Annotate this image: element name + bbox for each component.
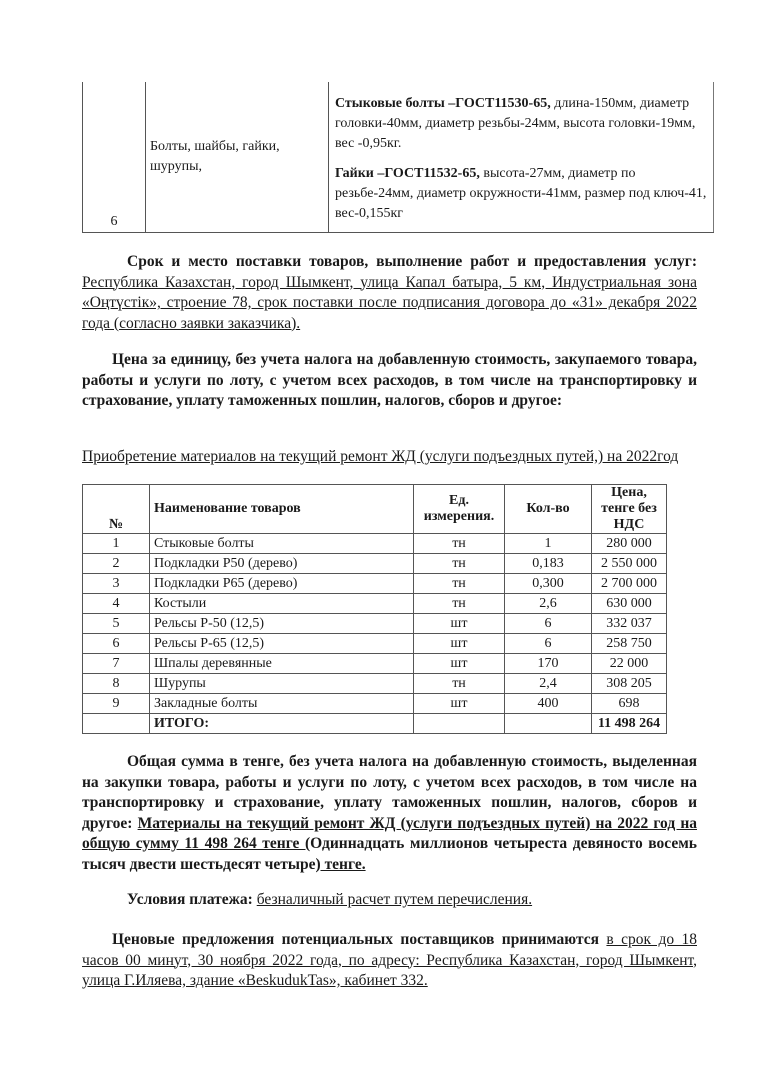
offers-text: в срок до 18 часов 00 минут, 30 ноября 2022 года, по адресу: Республика Казахстан, город Шымкент, улица Г.Иляева, здание «BeskudukTas», кабинет 332.: [82, 931, 697, 989]
row-unit: шт: [414, 654, 505, 674]
payment-label: Условия платежа:: [127, 891, 253, 908]
row-name: Шурупы: [150, 674, 414, 694]
row-price: 332 037: [592, 614, 667, 634]
table-row: [83, 574, 667, 594]
delivery-paragraph: [82, 252, 697, 334]
total-empty-unit: [414, 714, 505, 734]
total-sum-underlined: Материалы на текущий ремонт ЖД (услуги подъездных путей) на 2022 год на общую сумму 11 498 264 тенге (: [82, 814, 697, 852]
row-number: 8: [83, 674, 150, 694]
payment-text: безналичный расчет путем перечисления.: [256, 891, 533, 908]
total-empty-number: [83, 714, 150, 734]
spec-desc-nuts-title: Гайки –ГОСТ11532-65,: [335, 166, 480, 181]
row-number: 9: [83, 694, 150, 714]
row-qty: 6: [505, 634, 592, 654]
row-qty: 0,183: [505, 554, 592, 574]
total-empty-qty: [505, 714, 592, 734]
row-unit: тн: [414, 594, 505, 614]
spec-item-name: Болты, шайбы, гайки, шурупы,: [146, 82, 329, 233]
row-name: Подкладки Р50 (дерево): [150, 554, 414, 574]
row-number: 5: [83, 614, 150, 634]
row-number: 1: [83, 534, 150, 554]
row-price: 698: [592, 694, 667, 714]
table-row: [83, 694, 667, 714]
spec-table: [82, 82, 714, 233]
spec-row-number: 6: [83, 82, 146, 233]
row-qty: 1: [505, 534, 592, 554]
row-price: 22 000: [592, 654, 667, 674]
row-name: Рельсы Р-65 (12,5): [150, 634, 414, 654]
table-caption: Приобретение материалов на текущий ремонт ЖД (услуги подъездных путей,) на 2022год: [82, 448, 679, 465]
row-price: 308 205: [592, 674, 667, 694]
spec-desc-nuts: [335, 164, 707, 224]
row-name: Шпалы деревянные: [150, 654, 414, 674]
row-number: 2: [83, 554, 150, 574]
row-number: 4: [83, 594, 150, 614]
table-row: [83, 614, 667, 634]
total-value: 11 498 264: [592, 714, 667, 734]
row-qty: 6: [505, 614, 592, 634]
row-price: 2 700 000: [592, 574, 667, 594]
price-table-header: [83, 485, 667, 534]
table-row: [83, 654, 667, 674]
row-number: 7: [83, 654, 150, 674]
total-sum-words: Одиннадцать миллионов четыреста девяносто восемь тысяч двести шестьдесят четыре: [82, 835, 698, 873]
spec-desc-bolts-text: длина-150мм, диаметр головки-40мм, диаметр резьбы-24мм, высота головки-19мм, вес -0,95кг.: [335, 96, 696, 151]
total-sum-paragraph: [82, 752, 697, 875]
delivery-text: Республика Казахстан, город Шымкент, улица Капал батыра, 5 км, Индустриальная зона «Оңтүстік», строение 78, срок поставки после подписания договора до «31» декабря 2022 года (согласно заявки заказчика).: [82, 273, 697, 332]
payment-paragraph: [82, 890, 697, 911]
offers-paragraph: [82, 930, 697, 992]
delivery-label: Срок и место поставки товаров, выполнение работ и предоставления услуг:: [127, 253, 697, 270]
spec-desc-bolts: [335, 94, 707, 154]
row-qty: 170: [505, 654, 592, 674]
row-unit: шт: [414, 634, 505, 654]
col-header-name: Наименование товаров: [150, 485, 414, 534]
col-header-unit: Ед. измерения.: [414, 485, 505, 534]
offers-label: Ценовые предложения потенциальных поставщиков принимаются: [112, 931, 600, 948]
row-unit: тн: [414, 674, 505, 694]
spec-description: [329, 82, 714, 233]
row-qty: 2,4: [505, 674, 592, 694]
col-header-price: Цена, тенге без НДС: [592, 485, 667, 534]
total-row: [83, 714, 667, 734]
total-label: ИТОГО:: [150, 714, 414, 734]
row-unit: тн: [414, 534, 505, 554]
row-qty: 0,300: [505, 574, 592, 594]
table-row: [83, 594, 667, 614]
table-row: [83, 674, 667, 694]
row-number: 3: [83, 574, 150, 594]
row-price: 280 000: [592, 534, 667, 554]
col-header-number: №: [83, 485, 150, 534]
price-table: [82, 484, 667, 734]
unit-price-paragraph: Цена за единицу, без учета налога на добавленную стоимость, закупаемого товара, работы и услуги по лоту, с учетом всех расходов, в том числе на транспортировку и страхование, уплату таможенных пошлин, налогов, сборов и другое:: [82, 351, 697, 409]
row-price: 630 000: [592, 594, 667, 614]
row-price: 2 550 000: [592, 554, 667, 574]
spec-desc-nuts-text: высота-27мм, диаметр по резьбе-24мм, диаметр окружности-41мм, размер под ключ-41, вес-0,155кг: [335, 166, 707, 221]
table-row: [83, 634, 667, 654]
spec-desc-bolts-title: Стыковые болты –ГОСТ11530-65,: [335, 96, 551, 111]
row-price: 258 750: [592, 634, 667, 654]
row-name: Стыковые болты: [150, 534, 414, 554]
row-name: Костыли: [150, 594, 414, 614]
row-unit: шт: [414, 694, 505, 714]
spec-row: [83, 82, 714, 233]
row-unit: тн: [414, 554, 505, 574]
row-unit: тн: [414, 574, 505, 594]
row-number: 6: [83, 634, 150, 654]
row-qty: 2,6: [505, 594, 592, 614]
row-name: Рельсы Р-50 (12,5): [150, 614, 414, 634]
row-unit: шт: [414, 614, 505, 634]
total-sum-tail: ) тенге.: [315, 855, 366, 873]
table-row: [83, 554, 667, 574]
row-name: Подкладки Р65 (дерево): [150, 574, 414, 594]
row-qty: 400: [505, 694, 592, 714]
table-row: [83, 534, 667, 554]
row-name: Закладные болты: [150, 694, 414, 714]
col-header-qty: Кол-во: [505, 485, 592, 534]
total-sum-label: Общая сумма в тенге, без учета налога на добавленную стоимость, выделенная на закупки товара, работы и услуги по лоту, с учетом всех расходов, в том числе на транспортировку и страхование, уплату таможенных пошлин, налогов, сборов и другое:: [82, 753, 697, 832]
